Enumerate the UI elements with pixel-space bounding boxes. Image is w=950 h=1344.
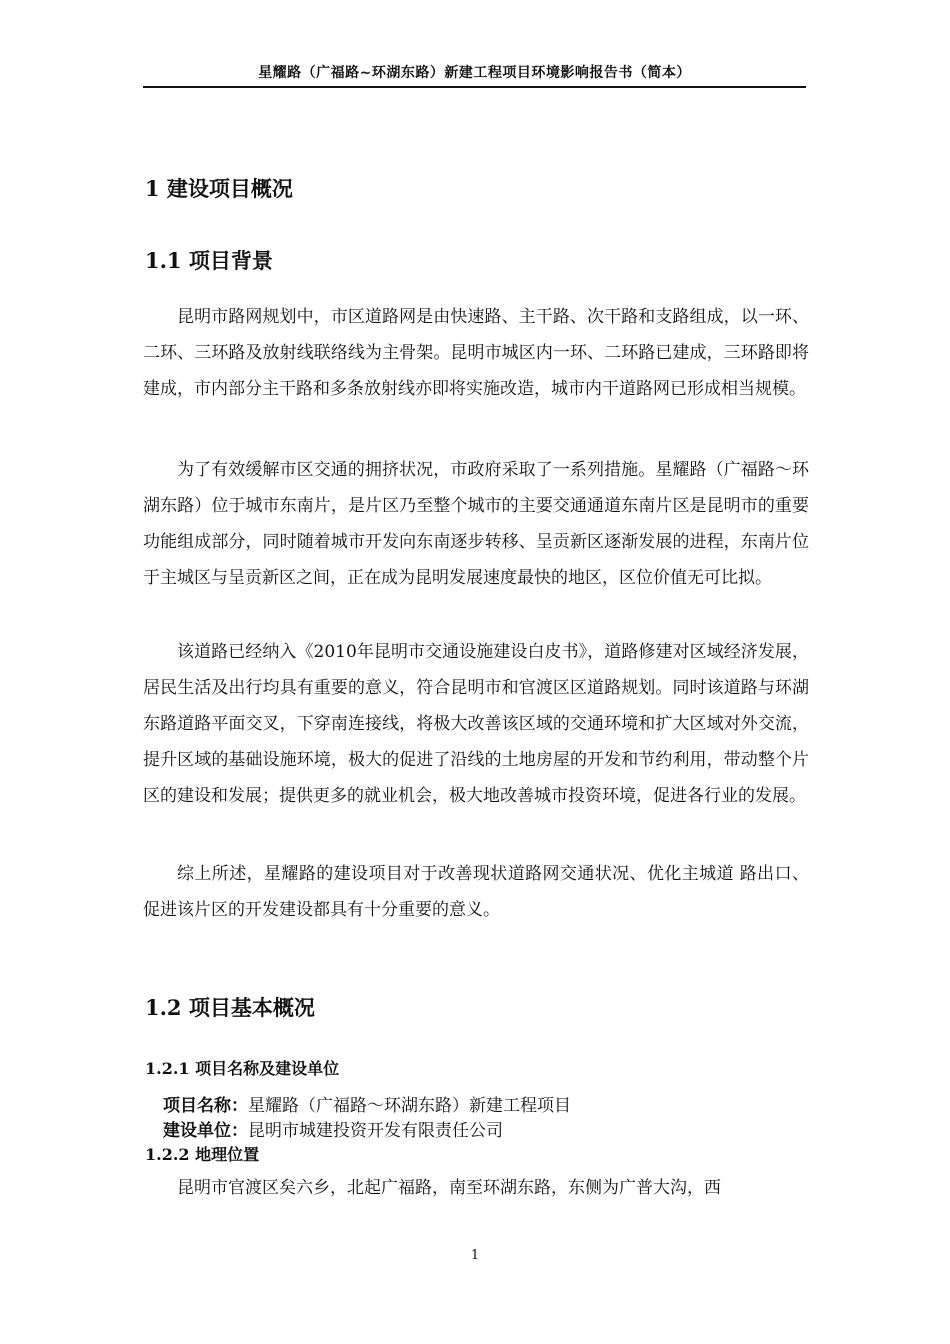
section-1-heading: 1 建设项目概况 [145,176,293,201]
section-1-1-heading: 1.1 项目背景 [145,248,273,273]
running-header-title: 星耀路（广福路~环湖东路）新建工程项目环境影响报告书（简本） [258,65,691,81]
background-paragraph-1: 昆明市路网规划中，市区道路网是由快速路、主干路、次干路和支路组成，以一环、二环、三环路及放射线联络线为主骨架。昆明市城区内一环、二环路已建成，三环路即将建成，市内部分主干路和多条放射线亦即将实施改造，城市内干道路网已形成相当规模。 [143,307,809,399]
section-1-2-heading: 1.2 项目基本概况 [145,995,315,1020]
builder-label: 建设单位： [163,1121,248,1141]
builder-line [163,1116,503,1141]
project-name-line [163,1091,571,1116]
section-1-2-1-heading: 1.2.1 项目名称及建设单位 [145,1059,340,1078]
page-number: 1 [470,1248,480,1263]
project-name-label: 项目名称： [163,1096,248,1116]
header-divider [143,86,806,88]
builder-value: 昆明市城建投资开发有限责任公司 [248,1121,503,1141]
background-paragraph-4: 综上所述，星耀路的建设项目对于改善现状道路网交通状况、优化主城道 路出口、促进该片区的开发建设都具有十分重要的意义。 [143,864,809,920]
location-paragraph: 昆明市官渡区矣六乡，北起广福路，南至环湖东路，东侧为广普大沟，西 [177,1178,721,1198]
background-paragraph-2: 为了有效缓解市区交通的拥挤状况，市政府采取了一系列措施。星耀路（广福路～环湖东路）位于城市东南片，是片区乃至整个城市的主要交通通道东南片区是昆明市的重要功能组成部分，同时随着城市开发向东南逐步转移、呈贡新区逐渐发展的进程，东南片位于主城区与呈贡新区之间，正在成为昆明发展速度最快的地区，区位价值无可比拟。 [143,460,809,588]
project-name-value: 星耀路（广福路～环湖东路）新建工程项目 [248,1096,571,1116]
section-1-2-2-heading: 1.2.2 地理位置 [145,1145,260,1164]
background-paragraph-3: 该道路已经纳入《2010年昆明市交通设施建设白皮书》，道路修建对区域经济发展，居民生活及出行均具有重要的意义，符合昆明市和官渡区区道路规划。同时该道路与环湖东路道路平面交叉，下穿南连接线，将极大改善该区域的交通环境和扩大区域对外交流，提升区域的基础设施环境，极大的促进了沿线的土地房屋的开发和节约利用，带动整个片区的建设和发展；提供更多的就业机会，极大地改善城市投资环境，促进各行业的发展。 [143,642,809,806]
